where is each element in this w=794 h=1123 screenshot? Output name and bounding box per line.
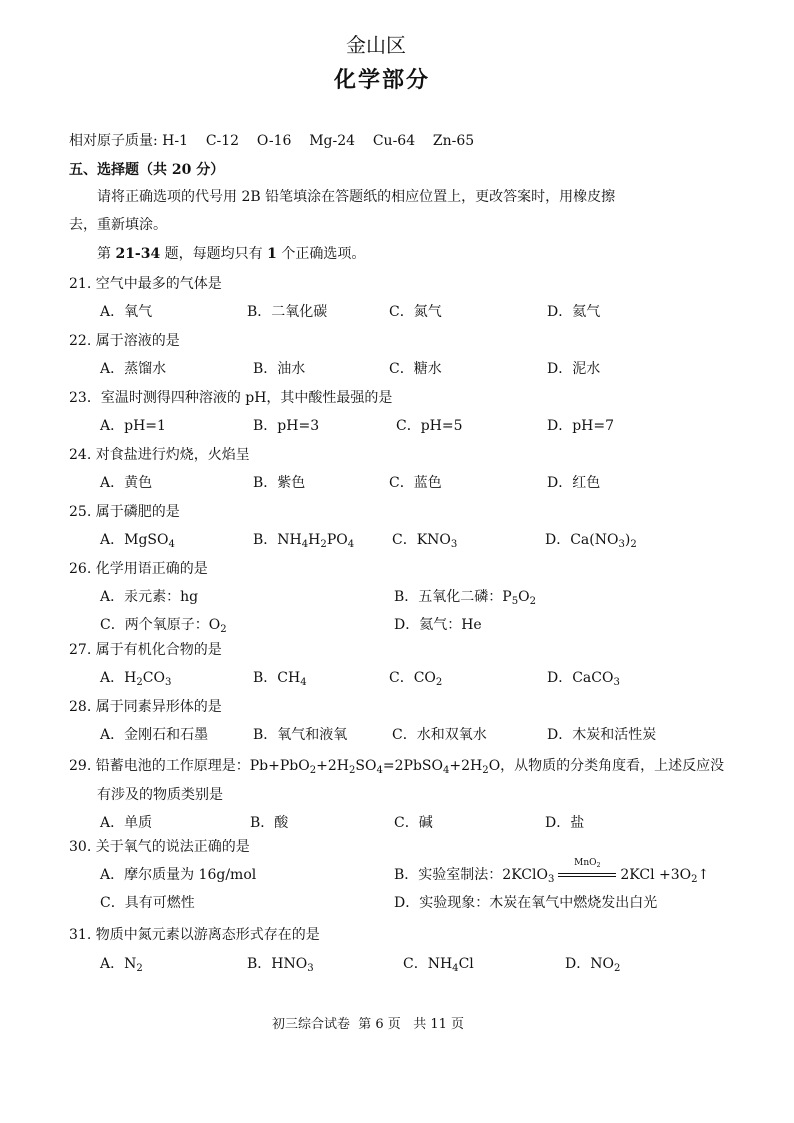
q29-option-b: B．酸 (250, 815, 289, 831)
q30-option-a: A．摩尔质量为 16g/mol (100, 867, 257, 883)
q30-option-b: B．实验室制法：2KClO$_3$ MnO$_2$ $2KCl +3O_2↑$ (394, 858, 710, 885)
q26-option-c: C．两个氧原子：$O_2$ (100, 617, 227, 635)
section-title: 五、选择题（共 20 分） (69, 162, 225, 178)
q28-option-a: A．金刚石和石墨 (100, 727, 209, 743)
q27-option-c: C．$CO_2$ (389, 670, 443, 688)
q24-option-b: B．紫色 (253, 475, 306, 491)
q25-option-d: D．$Ca(NO_3)_2$ (545, 532, 637, 550)
q21-option-d: D．氦气 (547, 304, 601, 320)
question-31-stem: 31. 物质中氮元素以游离态形式存在的是 (69, 927, 320, 943)
q21-option-c: C．氮气 (389, 304, 442, 320)
page-title: 化学部分 (334, 68, 431, 93)
page-footer: 初三综合试卷 第 6 页 共 11 页 (272, 1017, 465, 1032)
sub-note: 第 21-34 题，每题均只有 1 个正确选项。 (97, 246, 366, 262)
q26-option-d: D．氦气：He (394, 617, 482, 633)
q26-option-b: B．五氧化二磷：$P_5O_2$ (394, 589, 537, 607)
q25-option-b: B．$NH_4H_2PO_4$ (253, 532, 355, 550)
district-title: 金山区 (346, 33, 406, 57)
q31-option-b: B．$HNO_3$ (247, 956, 314, 974)
question-24-stem: 24. 对食盐进行灼烧，火焰呈 (69, 447, 250, 463)
q23-option-c: C．pH=5 (396, 418, 463, 434)
atomic-masses: 相对原子质量: H-1 C-12 O-16 Mg-24 Cu-64 Zn-65 (69, 133, 475, 149)
question-23-stem: 23．室温时测得四种溶液的 pH，其中酸性最强的是 (69, 390, 393, 406)
q21-option-b: B．二氧化碳 (247, 304, 328, 320)
q26-option-a: A．汞元素：hg (100, 589, 199, 605)
q31-option-a: A．$N_2$ (100, 956, 143, 974)
q28-option-c: C．水和双氧水 (392, 727, 487, 743)
q28-option-b: B．氧气和液氧 (253, 727, 348, 743)
q22-option-c: C．糖水 (389, 361, 442, 377)
q25-option-c: C．$KNO_3$ (392, 532, 458, 550)
q21-option-a: A．氧气 (100, 304, 153, 320)
q31-option-d: D．$NO_2$ (565, 956, 621, 974)
q30-option-c: C．具有可燃性 (100, 895, 195, 911)
q23-option-d: D．pH=7 (547, 418, 615, 434)
question-29-stem-cont: 有涉及的物质类别是 (97, 787, 223, 803)
q27-option-b: B．$CH_4$ (253, 670, 307, 688)
instruction-line-2: 去，重新填涂。 (69, 217, 167, 233)
q22-option-d: D．泥水 (547, 361, 601, 377)
question-30-stem: 30. 关于氧气的说法正确的是 (69, 839, 250, 855)
q24-option-a: A．黄色 (100, 475, 153, 491)
question-29-stem: 29. 铅蓄电池的工作原理是：$Pb+PbO_2+2H_2SO_4=2PbSO_4+2H_2O$，从物质的分类角度看，上述反应没 (69, 758, 725, 776)
q25-option-a: A．MgSO$_4$ (100, 532, 175, 550)
q27-option-a: A．$H_2CO_3$ (100, 670, 172, 688)
q24-option-c: C．蓝色 (389, 475, 442, 491)
q22-option-b: B．油水 (253, 361, 306, 377)
q28-option-d: D．木炭和活性炭 (547, 727, 657, 743)
question-21-stem: 21. 空气中最多的气体是 (69, 276, 222, 292)
question-22-stem: 22. 属于溶液的是 (69, 333, 180, 349)
question-25-stem: 25. 属于磷肥的是 (69, 504, 180, 520)
instruction-line-1: 请将正确选项的代号用 2B 铅笔填涂在答题纸的相应位置上，更改答案时，用橡皮擦 (97, 189, 616, 205)
q27-option-d: D．CaCO$_3$ (547, 670, 620, 688)
q29-option-c: C．碱 (394, 815, 433, 831)
q30-option-d: D．实验现象：木炭在氧气中燃烧发出白光 (394, 895, 658, 911)
q31-option-c: C．$NH_4Cl$ (403, 956, 474, 974)
q24-option-d: D．红色 (547, 475, 601, 491)
q23-option-a: A．pH=1 (100, 418, 166, 434)
q29-option-a: A．单质 (100, 815, 153, 831)
question-26-stem: 26. 化学用语正确的是 (69, 561, 208, 577)
q23-option-b: B．pH=3 (253, 418, 320, 434)
question-28-stem: 28. 属于同素异形体的是 (69, 699, 222, 715)
q22-option-a: A．蒸馏水 (100, 361, 167, 377)
q29-option-d: D．盐 (545, 815, 585, 831)
question-27-stem: 27. 属于有机化合物的是 (69, 642, 222, 658)
